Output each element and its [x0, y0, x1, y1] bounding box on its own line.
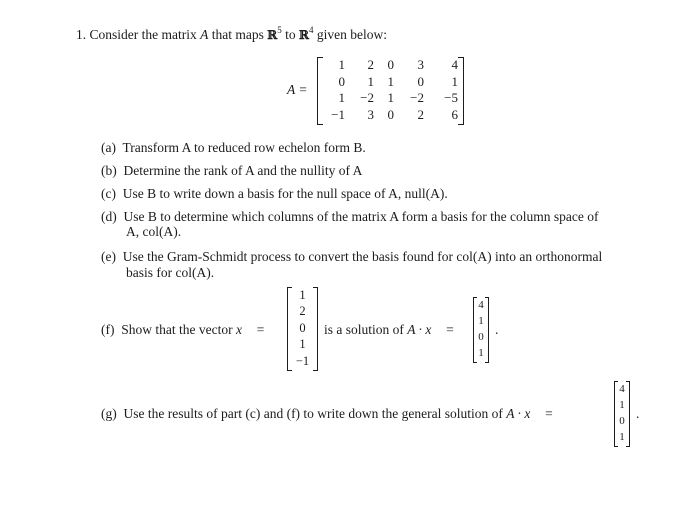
matrix-cell: 1	[451, 73, 458, 89]
matrix-cell: 6	[451, 106, 458, 122]
vector-right-bracket	[626, 381, 630, 447]
matrix-cell: 0	[387, 106, 394, 122]
vector-entry: 2	[299, 304, 306, 319]
part-f: (f) Show that the vector x⃗ =	[101, 322, 265, 337]
matrix-cell: 4	[451, 57, 458, 72]
vector-entry: −1	[295, 353, 310, 368]
vector-entry: 1	[299, 288, 306, 302]
problem-number: 1.	[76, 27, 87, 42]
part-g: (g) Use the results of part (c) and (f) to write down the general solution of A · x⃗ =	[101, 406, 554, 421]
vector-entry: 1	[619, 431, 625, 443]
part-label: (a)	[101, 140, 116, 155]
matrix-cell: 0	[417, 73, 424, 89]
part-e-continued: basis for col(A).	[126, 265, 215, 280]
part-f-tail: is a solution of A · x⃗ =	[324, 322, 455, 337]
vector-entry: 4	[478, 299, 484, 311]
problem-statement: 1. Consider the matrix A that maps ℝ$^5$ to ℝ$^4$ given below:	[76, 25, 387, 42]
matrix-cell: 1	[338, 90, 345, 105]
part-f-period: .	[495, 322, 499, 337]
vector-entry: 0	[619, 415, 625, 427]
vector-entry: 4	[619, 383, 625, 395]
matrix-cell: 1	[367, 73, 374, 89]
vector-b	[473, 297, 489, 363]
part-label: (b)	[101, 163, 117, 178]
part-g-period: .	[636, 406, 640, 421]
matrix-right-bracket	[458, 57, 464, 125]
vector-b-g	[614, 381, 630, 447]
matrix-cell: 3	[367, 106, 374, 122]
matrix-cell: 1	[387, 90, 394, 105]
part-a: (a) Transform A to reduced row echelon form B.	[101, 140, 366, 155]
matrix-cell: 2	[367, 57, 374, 72]
matrix-cell: 2	[417, 106, 424, 122]
part-label: (d)	[101, 209, 117, 224]
matrix-cell: −2	[410, 90, 424, 105]
matrix-cell: 1	[338, 57, 345, 72]
matrix-a	[317, 57, 464, 125]
vector-x	[287, 287, 318, 371]
vector-entry: 0	[299, 320, 306, 335]
vector-entry: 1	[478, 315, 484, 327]
part-label: (f)	[101, 322, 115, 337]
part-b: (b) Determine the rank of A and the nullity of A	[101, 163, 363, 178]
matrix-label: A =	[287, 82, 308, 97]
part-e: (e) Use the Gram-Schmidt process to convert the basis found for col(A) into an orthonormal	[101, 249, 603, 264]
matrix-cell: −2	[360, 90, 374, 105]
part-label: (c)	[101, 186, 116, 201]
vector-right-bracket	[485, 297, 489, 363]
matrix-cell: −5	[444, 90, 458, 105]
vector-entry: 1	[478, 347, 484, 359]
matrix-grid	[323, 57, 458, 123]
vector-entry: 1	[299, 337, 306, 352]
matrix-cell: 0	[338, 73, 345, 89]
part-d-continued: A, col(A).	[126, 224, 182, 239]
vector-entry: 0	[478, 331, 484, 343]
vector-x-cells	[290, 287, 315, 369]
matrix-cell: 0	[387, 57, 394, 72]
part-label: (e)	[101, 249, 116, 264]
part-label: (g)	[101, 406, 117, 421]
matrix-cell: −1	[331, 106, 345, 122]
part-c: (c) Use B to write down a basis for the null space of A, null(A).	[101, 186, 448, 201]
vector-entry: 1	[619, 399, 625, 411]
matrix-cell: 3	[417, 57, 424, 72]
vector-right-bracket	[313, 287, 318, 371]
part-d: (d) Use B to determine which columns of the matrix A form a basis for the column space of	[101, 209, 599, 224]
matrix-cell: 1	[387, 73, 394, 89]
